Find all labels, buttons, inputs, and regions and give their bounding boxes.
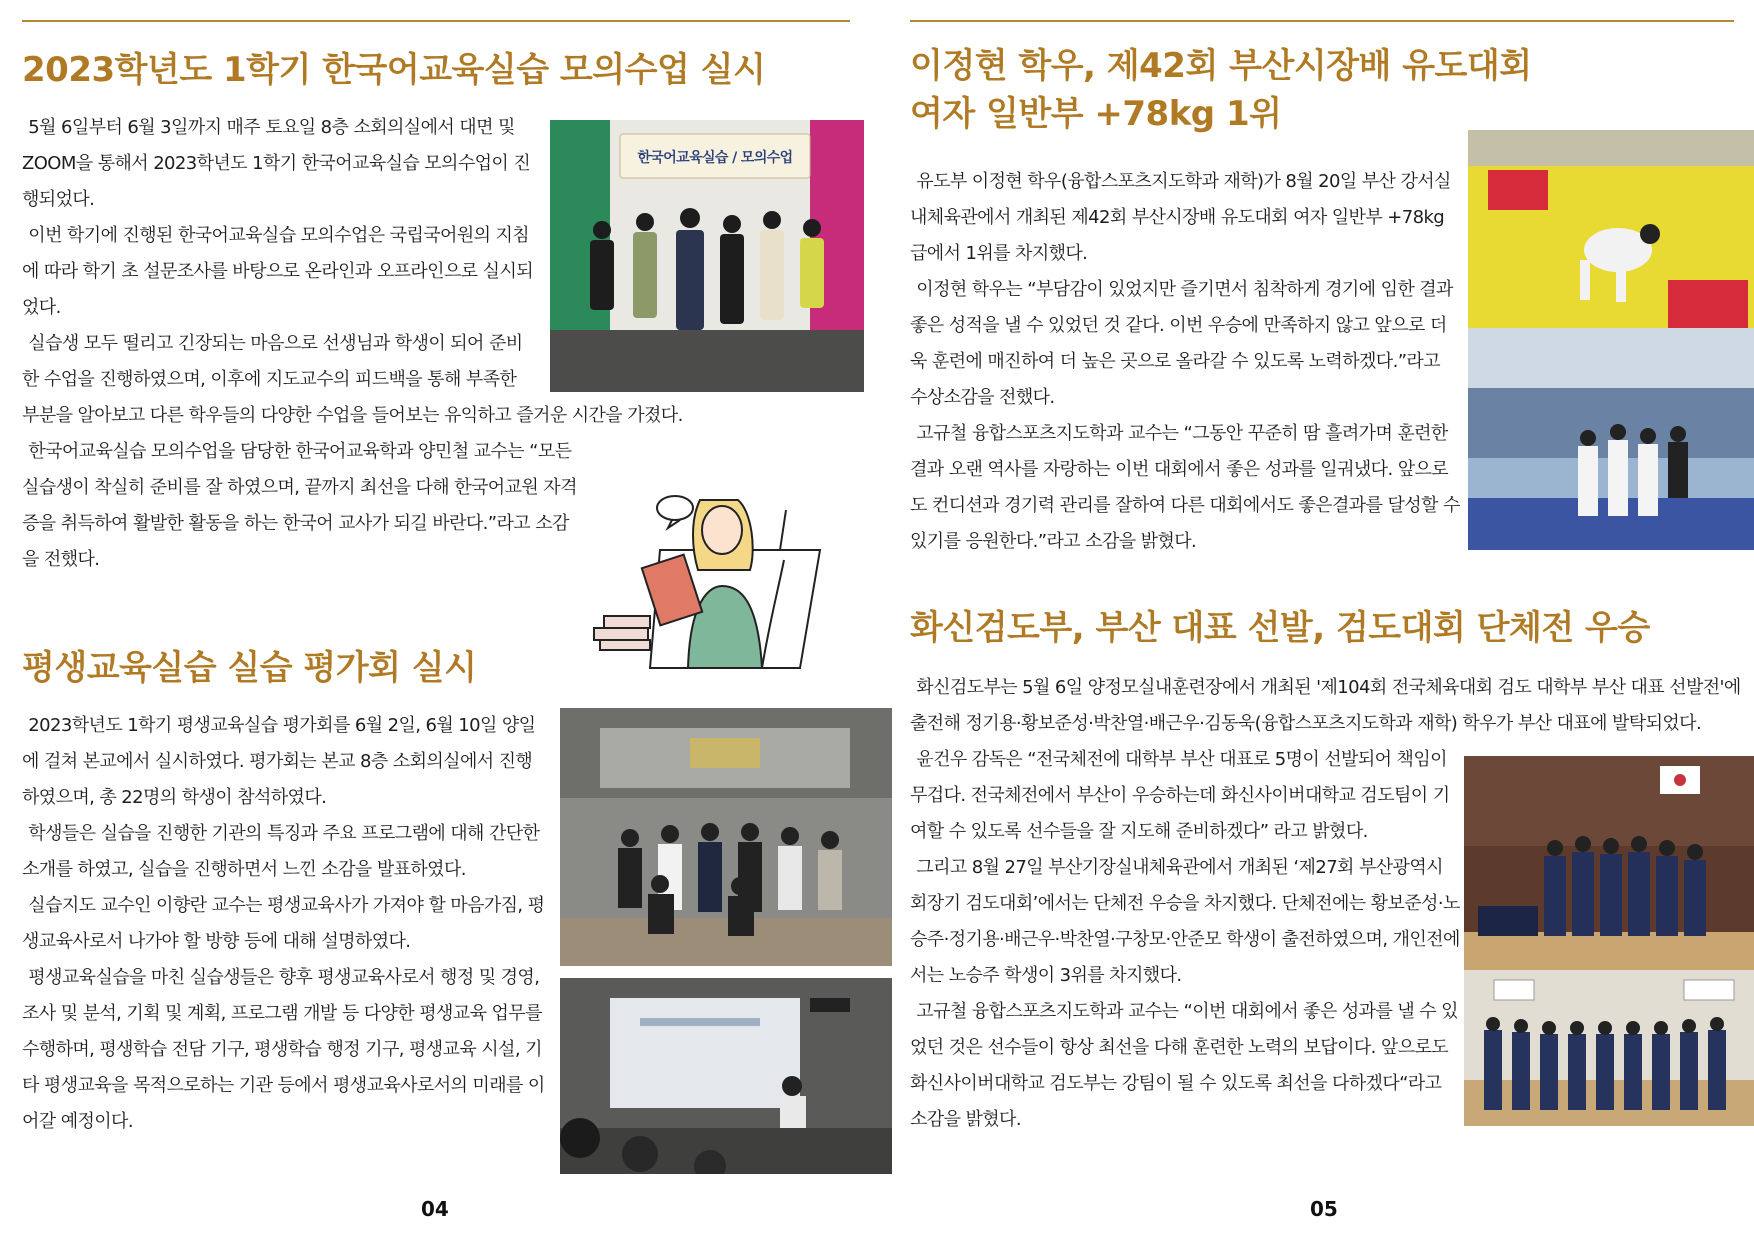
top-rule-right xyxy=(910,20,1734,22)
article-body-kendo xyxy=(910,670,1748,1138)
photo-evaluation-presentation xyxy=(560,978,892,1174)
article-body-judo xyxy=(910,164,1460,560)
photo-class-group xyxy=(550,120,864,392)
article-body-lifelong-education xyxy=(22,708,882,1174)
photo-judo-podium xyxy=(1468,328,1754,550)
article-title-kendo: 화신검도부, 부산 대표 선발, 검도대회 단체전 우승 xyxy=(910,608,1650,648)
article-paragraph: 그리고 8월 27일 부산기장실내체육관에서 개최된 ‘제27회 부산광역시 회장기 검도대회’에서는 단체전 우승을 차지했다. 단체전에는 황보준성·노승주·정기용·배근우·박찬열·구창모·안준모 학생이 출전하였으며, 개인전에서는 노승주 학생이 3위를 차지했다. xyxy=(910,857,1460,986)
article-title-judo-line2: 여자 일반부 +78kg 1위 xyxy=(910,94,1282,134)
article-paragraph: 고규철 융합스포츠지도학과 교수는 “이번 대회에서 좋은 성과를 낼 수 있었던 것은 선수들이 항상 최선을 다해 훈련한 노력의 보답이다. 앞으로도 화신사이버대학교 검도부는 강팀이 될 수 있도록 최선을 다하겠다“라고 소감을 밝혔다. xyxy=(910,1001,1458,1130)
photo-banner-text: 한국어교육실습 / 모의수업 xyxy=(637,150,793,166)
article-paragraph: 2023학년도 1학기 평생교육실습 평가회를 6월 2일, 6월 10일 양일에 걸쳐 본교에서 실시하였다. 평가회는 본교 8층 소회의실에서 진행하였으며, 총 22명의 학생이 참석하였다. xyxy=(22,715,536,808)
illustration-teacher-with-book xyxy=(580,490,850,670)
top-rule-left xyxy=(22,20,850,22)
photo-judo-match xyxy=(1468,130,1754,328)
article-paragraph: 5월 6일부터 6월 3일까지 매주 토요일 8층 소회의실에서 대면 및 ZOOM을 통해서 2023학년도 1학기 한국어교육실습 모의수업이 진행되었다. xyxy=(22,117,531,210)
page-number-left: 04 xyxy=(421,1197,449,1221)
article-paragraph: 실습지도 교수인 이향란 교수는 평생교육사가 가져야 할 마음가짐, 평생교육사로서 나가야 할 방향 등에 대해 설명하였다. xyxy=(22,895,545,952)
page-number-right: 05 xyxy=(1310,1197,1338,1221)
article-paragraph: 화신검도부는 5월 6일 양정모실내훈련장에서 개최된 '제104회 전국체육대회 검도 대학부 부산 대표 선발전'에 출전해 정기용·황보준성·박찬열·배근우·김동욱(융합스포츠지도학과 재학) 학우가 부산 대표에 발탁되었다. xyxy=(910,677,1741,734)
photo-evaluation-group xyxy=(560,708,892,966)
article-paragraph: 이번 학기에 진행된 한국어교육실습 모의수업은 국립국어원의 지침에 따라 학기 초 설문조사를 바탕으로 온라인과 오프라인으로 실시되었다. xyxy=(22,225,534,318)
article-title-lifelong-education: 평생교육실습 실습 평가회 실시 xyxy=(22,648,477,688)
article-paragraph: 실습생 모두 떨리고 긴장되는 마음으로 선생님과 학생이 되어 준비한 수업을 진행하였으며, 이후에 지도교수의 피드백을 통해 부족한 부분을 알아보고 다른 학우들의 다양한 수업을 들어보는 유익하고 즐거운 시간을 가졌다. xyxy=(22,333,683,426)
article-paragraph: 고규철 융합스포츠지도학과 교수는 “그동안 꾸준히 땀 흘려가며 훈련한 결과 오랜 역사를 자랑하는 이번 대회에서 좋은 성과를 일궈냈다. 앞으로도 컨디션과 경기력 관리를 잘하여 다른 대회에서도 좋은결과를 달성할 수 있기를 응원한다.”라고 소감을 밝혔다. xyxy=(910,423,1460,552)
article-paragraph: 유도부 이정현 학우(융합스포츠지도학과 재학)가 8월 20일 부산 강서실내체육관에서 개최된 제42회 부산시장배 유도대회 여자 일반부 +78kg급에서 1위를 차지했다. xyxy=(910,171,1451,264)
article-paragraph: 윤건우 감독은 “전국체전에 대학부 부산 대표로 5명이 선발되어 책임이 무겁다. 전국체전에서 부산이 우승하는데 화신사이버대학교 검도팀이 기여할 수 있도록 선수들을 잘 지도해 준비하겠다” 라고 밝혔다. xyxy=(910,749,1450,842)
article-paragraph: 학생들은 실습을 진행한 기관의 특징과 주요 프로그램에 대해 간단한 소개를 하였고, 실습을 진행하면서 느낀 소감을 발표하였다. xyxy=(22,823,540,880)
article-title-judo xyxy=(910,42,1532,138)
article-title-judo-line1: 이정현 학우, 제42회 부산시장배 유도대회 xyxy=(910,46,1532,86)
article-paragraph: 이정현 학우는 “부담감이 있었지만 즐기면서 침착하게 경기에 임한 결과 좋은 성적을 낼 수 있었던 것 같다. 이번 우승에 만족하지 않고 앞으로 더욱 훈련에 매진하여 더 높은 곳으로 올라갈 수 있도록 노력하겠다.”라고 수상소감을 전했다. xyxy=(910,279,1453,408)
article-paragraph: 한국어교육실습 모의수업을 담당한 한국어교육학과 양민철 교수는 “모든 실습생이 착실히 준비를 잘 하였으며, 끝까지 최선을 다해 한국어교원 자격증을 취득하여 활발한 활동을 하는 한국어 교사가 되길 바란다.”라고 소감을 전했다. xyxy=(22,441,577,570)
article-paragraph: 평생교육실습을 마친 실습생들은 향후 평생교육사로서 행정 및 경영, 조사 및 분석, 기획 및 계획, 프로그램 개발 등 다양한 평생교육 업무를 수행하며, 평생학습 전담 기구, 평생학습 행정 기구, 평생교육 시설, 기타 평생교육을 목적으로하는 기관 등에서 평생교육사로서의 미래를 이어갈 예정이다. xyxy=(22,967,545,1132)
article-title-korean-practicum: 2023학년도 1학기 한국어교육실습 모의수업 실시 xyxy=(22,50,766,90)
